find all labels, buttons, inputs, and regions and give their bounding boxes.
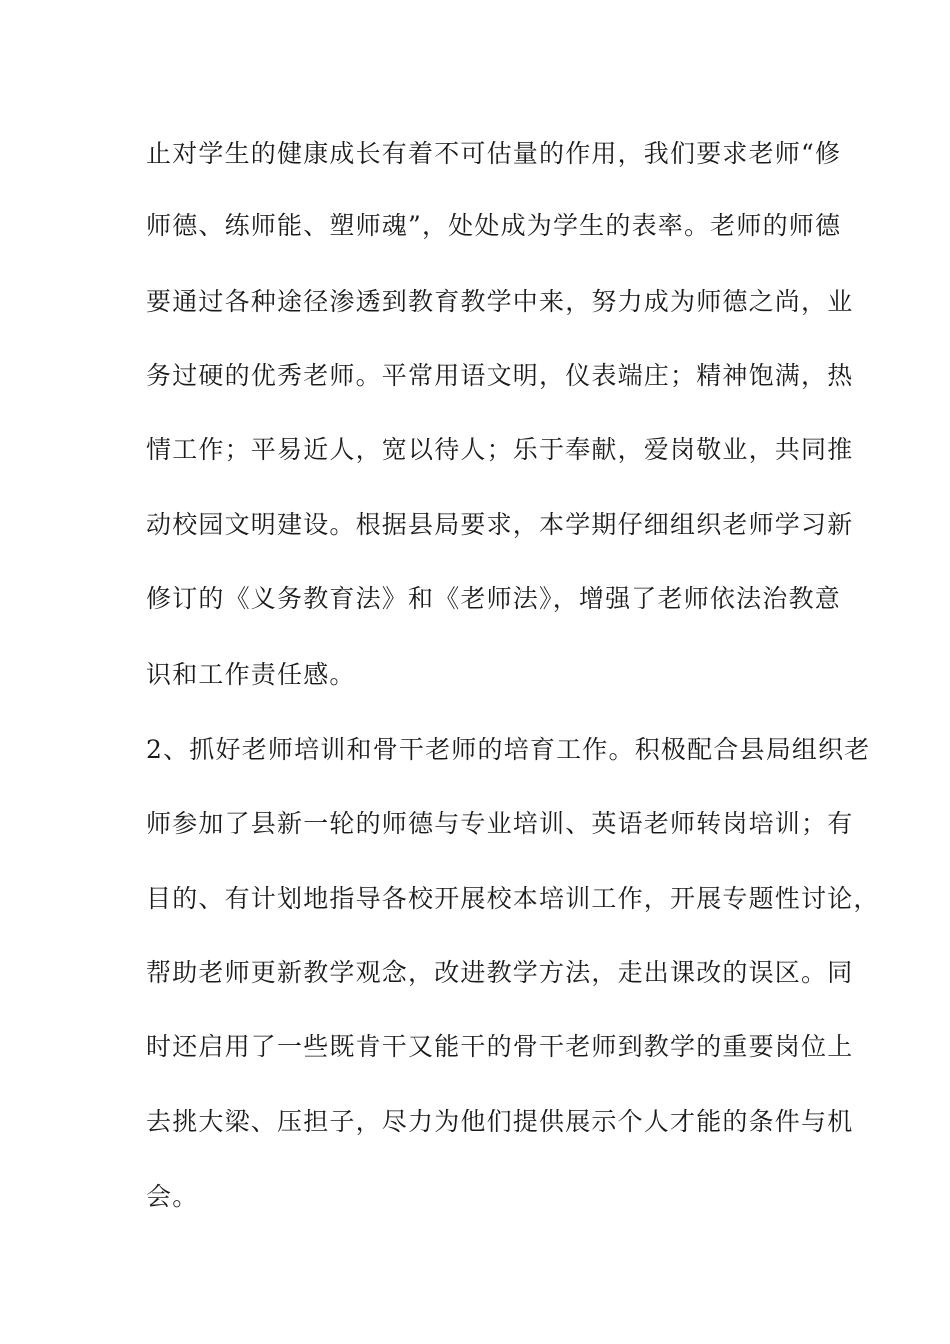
text-line: 情工作；平易近人，宽以待人；乐于奉献，爱岗敬业，共同推 <box>146 435 854 464</box>
text-line: 师参加了县新一轮的师德与专业培训、英语老师转岗培训；有 <box>146 809 854 838</box>
text-line: 止对学生的健康成长有着不可估量的作用，我们要求老师“修 <box>146 139 842 168</box>
text-line: 识和工作责任感。 <box>146 660 356 689</box>
paragraph-first-line: 2、抓好老师培训和骨干老师的培育工作。积极配合县局组织老 <box>146 735 871 764</box>
text-line: 师德、练师能、塑师魂”，处处成为学生的表率。老师的师德 <box>146 211 842 240</box>
text-line: 会。 <box>146 1182 199 1211</box>
text-line: 修订的《义务教育法》和《老师法》，增强了老师依法治教意 <box>146 584 841 613</box>
text-line: 去挑大梁、压担子，尽力为他们提供展示个人才能的条件与机 <box>146 1107 854 1136</box>
text-line: 动校园文明建设。根据县局要求，本学期仔细组织老师学习新 <box>146 510 854 539</box>
text-line: 务过硬的优秀老师。平常用语文明，仪表端庄；精神饱满，热 <box>146 361 854 390</box>
text-line: 帮助老师更新教学观念，改进教学方法，走出课改的误区。同 <box>146 958 854 987</box>
text-line: 时还启用了一些既肯干又能干的骨干老师到教学的重要岗位上 <box>146 1032 854 1061</box>
text-line: 要通过各种途径渗透到教育教学中来，努力成为师德之尚，业 <box>146 287 854 316</box>
text-line: 目的、有计划地指导各校开展校本培训工作，开展专题性讨论， <box>146 884 880 913</box>
